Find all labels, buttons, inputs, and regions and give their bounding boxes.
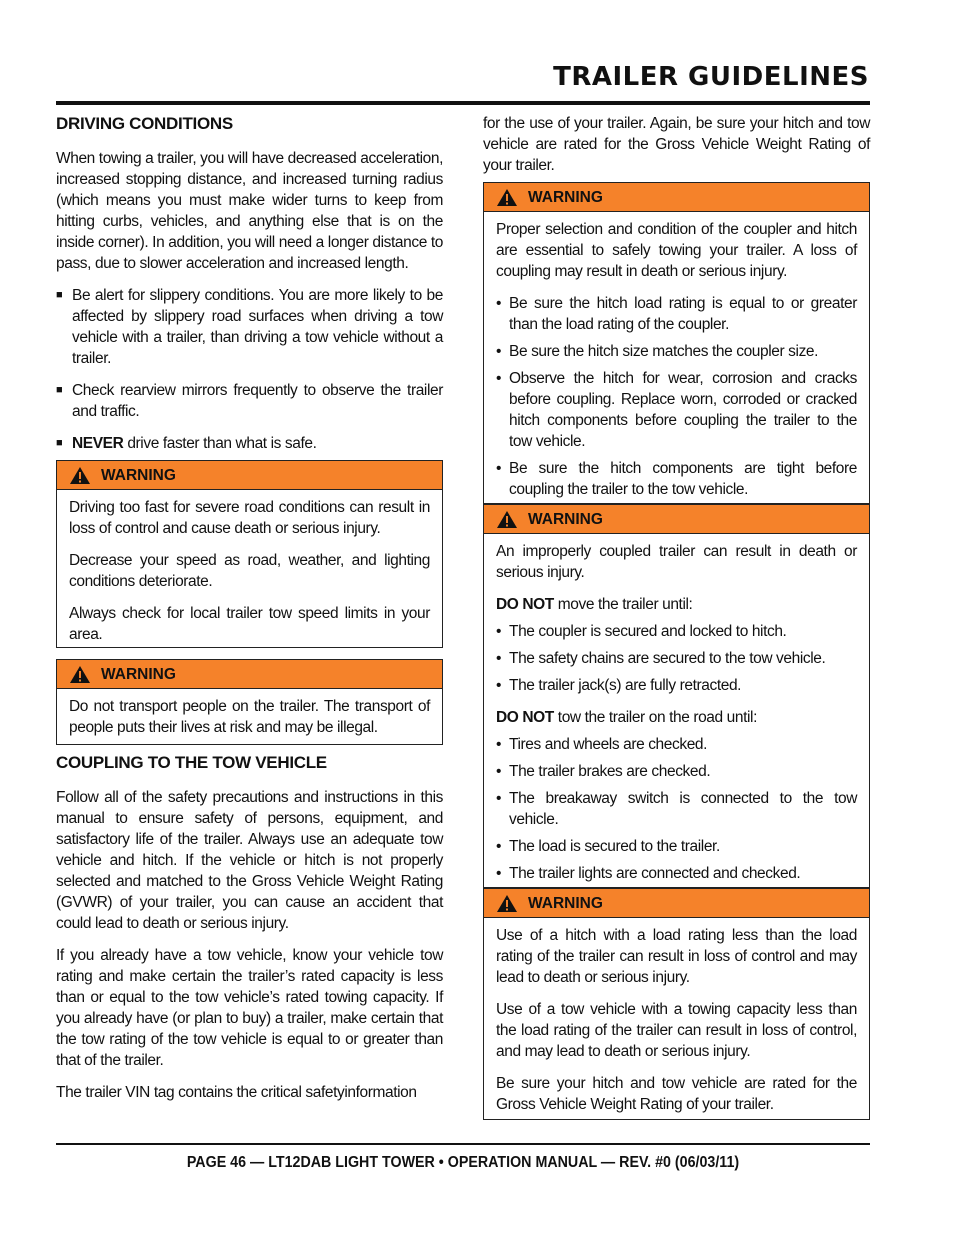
left-column bbox=[56, 113, 443, 1114]
warning-text: Use of a hitch with a load rating less than the load rating of the trailer can result in loss of control and may lead to death or serious injury. bbox=[496, 927, 857, 986]
list-item-text: The safety chains are secured to the tow vehicle. bbox=[509, 650, 826, 667]
warning-box bbox=[483, 504, 870, 888]
square-bullet-icon: ■ bbox=[56, 384, 63, 396]
warning-label: WARNING bbox=[528, 510, 603, 528]
warning-triangle-icon bbox=[69, 466, 91, 485]
emphasis: DO NOT bbox=[496, 596, 554, 613]
list-item-text: Check rearview mirrors frequently to observe the trailer and traffic. bbox=[72, 382, 443, 420]
list-item-text: Be sure the hitch load rating is equal to or greater than the load rating of the coupler. bbox=[509, 295, 857, 333]
list-item bbox=[496, 458, 857, 500]
bullet-icon: • bbox=[496, 370, 502, 387]
warning-text: An improperly coupled trailer can result in death or serious injury. bbox=[496, 543, 857, 581]
list-item bbox=[496, 863, 857, 884]
list-item-text: Be alert for slippery conditions. You are more likely to be affected by slippery road surfaces when driving a tow vehicle with a trailer, than driving a tow vehicle without a trailer. bbox=[72, 287, 443, 367]
square-bullet-icon: ■ bbox=[56, 437, 63, 449]
warning-body bbox=[484, 918, 869, 1115]
bullet-icon: • bbox=[496, 650, 502, 667]
warning-text: Always check for local trailer tow speed limits in your area. bbox=[69, 605, 430, 643]
warning-text-rest: move the trailer until: bbox=[553, 596, 693, 613]
bottom-rule bbox=[56, 1143, 870, 1145]
warning-text: Driving too fast for severe road conditions can result in loss of control and cause death or serious injury. bbox=[69, 499, 430, 537]
list-item-text: The coupler is secured and locked to hitch. bbox=[509, 623, 787, 640]
warning-text-rest: tow the trailer on the road until: bbox=[553, 709, 757, 726]
bullet-icon: • bbox=[496, 865, 502, 882]
list-item-text: The trailer lights are connected and checked. bbox=[509, 865, 801, 882]
list-item bbox=[496, 761, 857, 782]
warning-body bbox=[484, 534, 869, 884]
list-item-text: Be sure the hitch components are tight before coupling the trailer to the tow vehicle. bbox=[509, 460, 857, 498]
list-item bbox=[56, 285, 443, 369]
list-item bbox=[496, 341, 857, 362]
list-item bbox=[496, 621, 857, 642]
warning-box bbox=[483, 182, 870, 504]
warning-triangle-icon bbox=[69, 665, 91, 684]
warning-box bbox=[56, 659, 443, 745]
right-column bbox=[483, 113, 870, 1131]
top-rule bbox=[56, 101, 870, 105]
list-item-text: The trailer brakes are checked. bbox=[509, 763, 711, 780]
heading-driving-conditions: DRIVING CONDITIONS bbox=[56, 114, 233, 133]
list-item bbox=[56, 380, 443, 422]
warning-label: WARNING bbox=[528, 894, 603, 912]
list-item bbox=[496, 734, 857, 755]
warning-label: WARNING bbox=[101, 466, 176, 484]
paragraph: If you already have a tow vehicle, know your vehicle tow rating and make certain the trailer’s rated capacity is less than or equal to the tow vehicle’s rated towing capacity. If you already have (or plan to buy) a trailer, make certain that the tow rating of the tow vehicle is equal to or greater than that of the trailer. bbox=[56, 947, 443, 1069]
warning-box bbox=[483, 888, 870, 1120]
bullet-icon: • bbox=[496, 460, 502, 477]
list-item-text bbox=[72, 433, 443, 454]
emphasis: NEVER bbox=[72, 435, 124, 452]
warning-header bbox=[57, 461, 442, 490]
paragraph: Follow all of the safety precautions and instructions in this manual to ensure safety of persons, equipment, and satisfactory life of the trailer. Always use an adequate tow vehicle and hitch. If the vehicle or hitch is not properly selected and matched to the Gross Vehicle Weight Rating (GVWR) of your trailer, you can cause an accident that could lead to death or serious injury. bbox=[56, 789, 443, 932]
list-item-text: The breakaway switch is connected to the tow vehicle. bbox=[509, 790, 857, 828]
warning-text: Decrease your speed as road, weather, and lighting conditions deteriorate. bbox=[69, 552, 430, 590]
emphasis: DO NOT bbox=[496, 709, 554, 726]
warning-body bbox=[57, 689, 442, 738]
warning-body bbox=[484, 212, 869, 500]
warning-text: Proper selection and condition of the coupler and hitch are essential to safely towing your trailer. A loss of coupling may result in death or serious injury. bbox=[496, 221, 857, 280]
list-item bbox=[496, 675, 857, 696]
warning-text: Use of a tow vehicle with a towing capacity less than the load rating of the trailer can result in loss of control, and may lead to death or serious injury. bbox=[496, 1001, 857, 1060]
warning-triangle-icon bbox=[496, 894, 518, 913]
list-item-text: The trailer jack(s) are fully retracted. bbox=[509, 677, 742, 694]
warning-header bbox=[484, 183, 869, 212]
warning-header bbox=[484, 504, 869, 534]
list-item bbox=[496, 293, 857, 335]
list-item-text: Observe the hitch for wear, corrosion and cracks before coupling. Replace worn, corroded or cracked hitch components before coupling the trailer to the tow vehicle. bbox=[509, 370, 857, 450]
warning-header bbox=[57, 660, 442, 689]
list-item-rest: drive faster than what is safe. bbox=[123, 435, 317, 452]
warning-text: Do not transport people on the trailer. The transport of people puts their lives at risk and may be illegal. bbox=[69, 698, 430, 736]
list-item-text: Be sure the hitch size matches the coupler size. bbox=[509, 343, 819, 360]
bullet-icon: • bbox=[496, 838, 502, 855]
paragraph: The trailer VIN tag contains the critical safetyinformation bbox=[56, 1084, 417, 1101]
page-title: TRAILER GUIDELINES bbox=[553, 62, 869, 92]
bullet-icon: • bbox=[496, 790, 502, 807]
warning-text bbox=[496, 594, 857, 615]
paragraph: for the use of your trailer. Again, be sure your hitch and tow vehicle are rated for the Gross Vehicle Weight Rating of your trailer. bbox=[483, 115, 870, 174]
list-item bbox=[496, 648, 857, 669]
bullet-icon: • bbox=[496, 736, 502, 753]
warning-box bbox=[56, 460, 443, 648]
warning-label: WARNING bbox=[101, 665, 176, 683]
heading-coupling: COUPLING TO THE TOW VEHICLE bbox=[56, 753, 327, 772]
bullet-icon: • bbox=[496, 677, 502, 694]
warning-text bbox=[496, 707, 857, 728]
list-item bbox=[496, 368, 857, 452]
page-footer: PAGE 46 — LT12DAB LIGHT TOWER • OPERATION MANUAL — REV. #0 (06/03/11) bbox=[186, 1154, 740, 1171]
paragraph: When towing a trailer, you will have decreased acceleration, increased stopping distance, and increased turning radius (which means you must make wider turns to keep from hitting curbs, vehicles, and anything else that is on the inside corner). In addition, you will need a longer distance to pass, due to slower acceleration and increased length. bbox=[56, 150, 443, 272]
list-item-text: Tires and wheels are checked. bbox=[509, 736, 708, 753]
warning-header bbox=[484, 888, 869, 918]
warning-body bbox=[57, 490, 442, 645]
bullet-icon: • bbox=[496, 763, 502, 780]
list-item bbox=[496, 788, 857, 830]
bullet-icon: • bbox=[496, 343, 502, 360]
list-item bbox=[56, 433, 443, 454]
warning-triangle-icon bbox=[496, 510, 518, 529]
warning-text: Be sure your hitch and tow vehicle are rated for the Gross Vehicle Weight Rating of your trailer. bbox=[496, 1075, 857, 1113]
warning-triangle-icon bbox=[496, 188, 518, 207]
warning-label: WARNING bbox=[528, 188, 603, 206]
list-item-text: The load is secured to the trailer. bbox=[509, 838, 720, 855]
bullet-icon: • bbox=[496, 295, 502, 312]
bullet-icon: • bbox=[496, 623, 502, 640]
list-item bbox=[496, 836, 857, 857]
square-bullet-icon: ■ bbox=[56, 289, 63, 301]
